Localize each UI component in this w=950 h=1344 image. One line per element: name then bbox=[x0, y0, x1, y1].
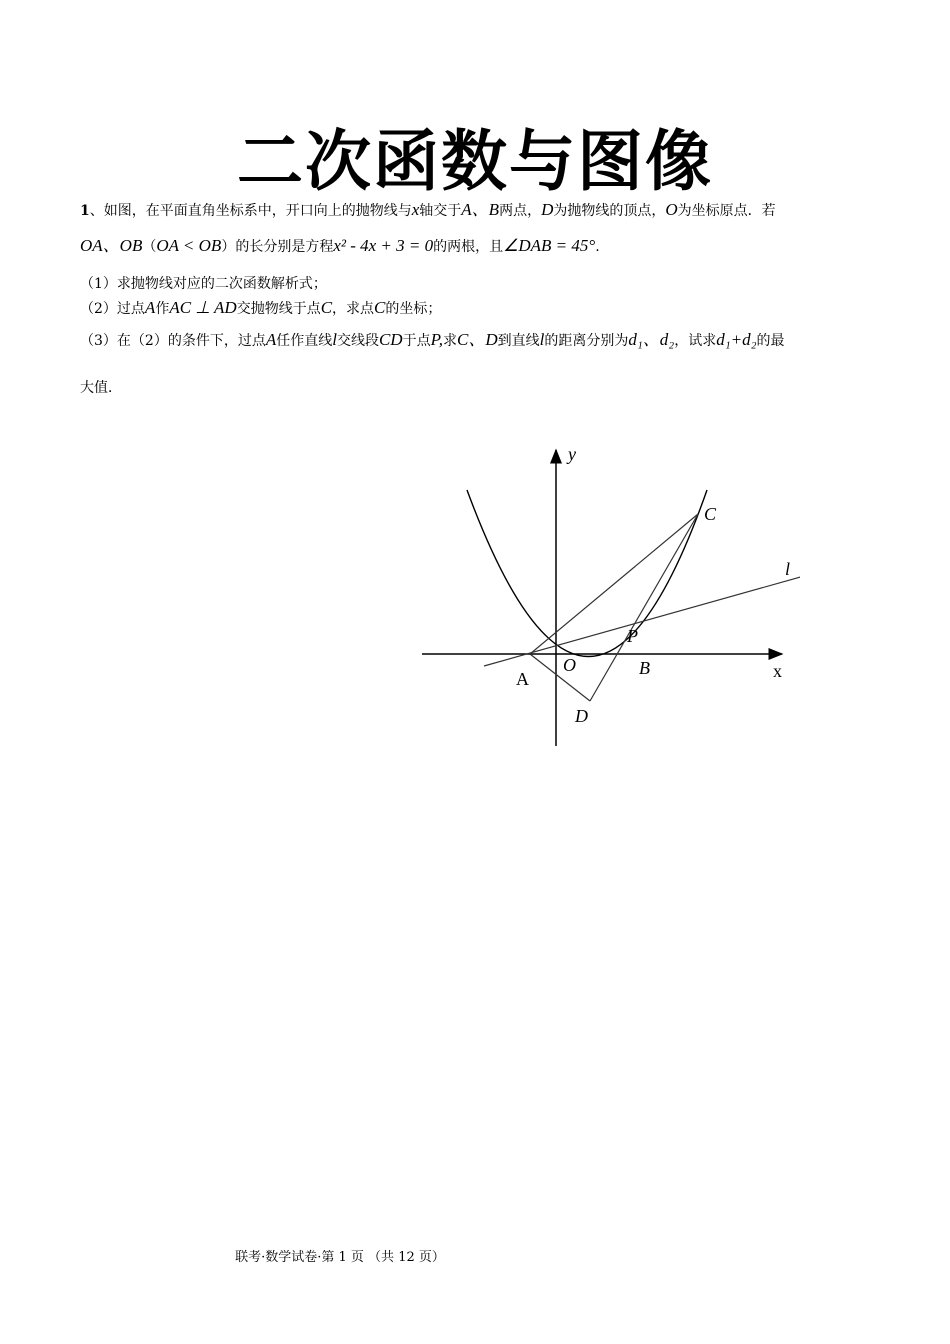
parabola-curve bbox=[467, 490, 707, 657]
label-b: B bbox=[639, 658, 650, 678]
math-l: l bbox=[332, 330, 337, 349]
text: 、如图，在平面直角坐标系中，开口向上的抛物线与 bbox=[89, 203, 412, 219]
text: （2）过点 bbox=[80, 301, 145, 317]
math-perpendicular: AC ⊥ AD bbox=[169, 298, 237, 317]
math-c: C bbox=[374, 298, 386, 317]
problem-line-1 bbox=[80, 200, 920, 221]
label-y: y bbox=[568, 444, 576, 464]
text: （3）在（2）的条件下，过点 bbox=[80, 333, 266, 349]
label-x: x bbox=[773, 661, 782, 681]
text: 的长分别是方程 bbox=[235, 239, 334, 255]
problem-line-2 bbox=[80, 236, 920, 257]
problem-number: 1 bbox=[80, 203, 90, 219]
math-sum: d₁+d₂ bbox=[716, 330, 757, 349]
math-angle: ∠DAB = 45° bbox=[503, 236, 596, 255]
label-l: l bbox=[785, 559, 791, 579]
question-2 bbox=[80, 298, 920, 319]
text: 的距离分别为 bbox=[544, 333, 629, 349]
text: . bbox=[595, 239, 600, 255]
math-equation: x² - 4x + 3 = 0 bbox=[333, 236, 434, 255]
label-p: P bbox=[627, 626, 638, 646]
math-a: A bbox=[144, 298, 156, 317]
page-footer: 联考·数学试卷·第 1 页 （共 12 页） bbox=[235, 1250, 445, 1265]
text: 的坐标； bbox=[385, 301, 442, 317]
line-l bbox=[484, 576, 800, 666]
math-d1-d2: d₁、d₂ bbox=[628, 330, 675, 349]
text: 为抛物线的顶点， bbox=[553, 203, 666, 219]
math-inequality: OA < OB bbox=[156, 236, 222, 255]
math-oa-ob: OA、OB bbox=[80, 236, 143, 255]
text: 的两根，且 bbox=[433, 239, 504, 255]
parabola-figure bbox=[420, 440, 800, 760]
question-3-continued: 大值． bbox=[80, 380, 122, 396]
text: 作 bbox=[155, 301, 170, 317]
text: 求 bbox=[443, 333, 458, 349]
math-cd: CD bbox=[378, 330, 403, 349]
text: 交线段 bbox=[336, 333, 379, 349]
text: （ bbox=[142, 239, 157, 255]
math-c: C bbox=[320, 298, 333, 317]
question-1: （1）求抛物线对应的二次函数解析式； bbox=[80, 276, 327, 292]
page-title: 二次函数与图像 bbox=[237, 123, 713, 200]
math-x: x bbox=[411, 200, 420, 219]
label-c: C bbox=[704, 504, 717, 524]
text: 到直线 bbox=[497, 333, 540, 349]
text: 轴交于 bbox=[419, 203, 462, 219]
text: 为坐标原点．若 bbox=[677, 203, 776, 219]
text: ，求点 bbox=[332, 301, 375, 317]
text: ，试求 bbox=[674, 333, 717, 349]
text: 的最 bbox=[756, 333, 785, 349]
text: ） bbox=[221, 239, 236, 255]
question-3 bbox=[80, 330, 920, 351]
text: 于点 bbox=[402, 333, 431, 349]
math-d: D bbox=[541, 200, 554, 219]
math-l: l bbox=[539, 330, 545, 349]
text: 两点， bbox=[499, 203, 542, 219]
segment-ad bbox=[530, 654, 590, 701]
math-ab: A、B bbox=[461, 200, 500, 219]
text: 任作直线 bbox=[276, 333, 333, 349]
math-o: O bbox=[665, 200, 678, 219]
math-a: A bbox=[265, 330, 277, 349]
math-c-d: C、D bbox=[457, 330, 498, 349]
label-o: O bbox=[563, 655, 576, 675]
segment-ac bbox=[530, 514, 698, 654]
math-p: P, bbox=[430, 330, 444, 349]
label-d: D bbox=[575, 706, 588, 726]
text: 交抛物线于点 bbox=[236, 301, 321, 317]
label-a: A bbox=[516, 669, 529, 689]
